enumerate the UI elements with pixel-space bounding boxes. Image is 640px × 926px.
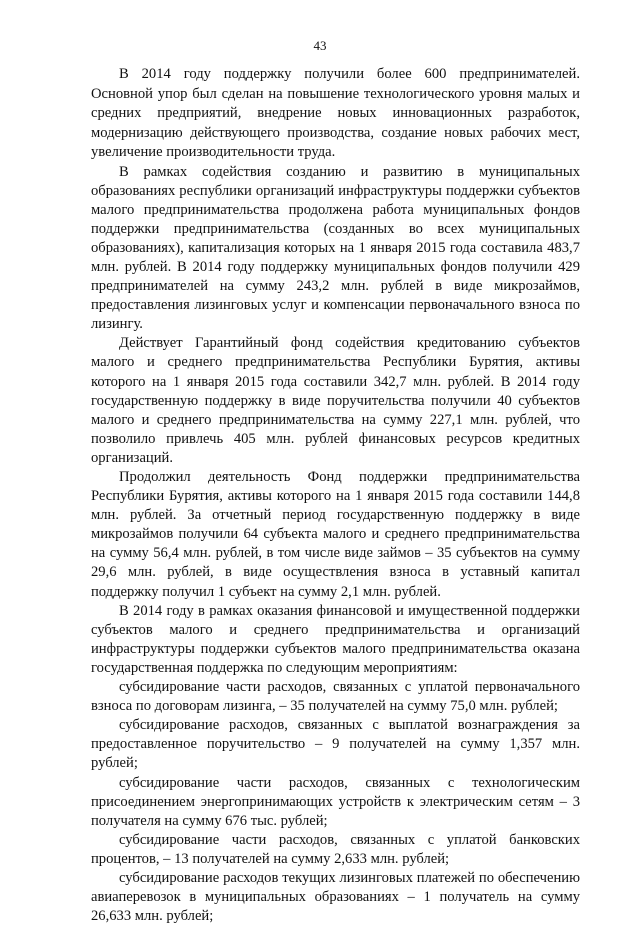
paragraph-bank-interest-subsidy: субсидирование части расходов, связанных с уплатой банковских процентов, – 13 получателей на сумму 2,633 млн. рублей; <box>91 831 580 867</box>
document-body <box>91 65 580 926</box>
paragraph-leasing-subsidy: субсидирование части расходов, связанных с уплатой первоначального взноса по договорам лизинга, – 35 получателей на сумму 75,0 млн. рублей; <box>91 679 580 715</box>
paragraph-support-summary: В 2014 году поддержку получили более 600 предпринимателей. Основной упор был сделан на повышение технологического уровня малых и средних предприятий, внедрение новых инновационных разработок, модернизацию действующего производства, создание новых рабочих мест, увеличение производительности труда. <box>91 66 580 160</box>
paragraph-support-measures-intro: В 2014 году в рамках оказания финансовой и имущественной поддержки субъектов малого и среднего предпринимательства и организаций инфраструктуры поддержки субъектов малого предпринимательства оказана государственная поддержка по следующим мероприятиям: <box>91 602 580 676</box>
paragraph-support-fund: Продолжил деятельность Фонд поддержки предпринимательства Республики Бурятия, активы которого на 1 января 2015 года составили 144,8 млн. рублей. За отчетный период государственную поддержку в виде микрозаймов получили 64 субъекта малого и среднего предпринимательства на сумму 56,4 млн. рублей, в том числе виде займов – 35 субъектов на сумму 29,6 млн. рублей, в виде осуществления взноса в уставный капитал поддержку получил 1 субъект на сумму 2,1 млн. рублей. <box>91 469 580 600</box>
paragraph-air-transport-subsidy: субсидирование расходов текущих лизинговых платежей по обеспечению авиаперевозок в муниципальных образованиях – 1 получатель на сумму 26,633 млн. рублей; <box>91 869 580 925</box>
paragraph-guarantee-fee-subsidy: субсидирование расходов, связанных с выплатой вознаграждения за предоставленное поручительство – 9 получателей на сумму 1,357 млн. рублей; <box>91 717 580 772</box>
paragraph-guarantee-fund: Действует Гарантийный фонд содействия кредитованию субъектов малого и среднего предпринимательства Республики Бурятия, активы которого на 1 января 2015 года составили 342,7 млн. рублей. В 2014 году государственную поддержку в виде поручительства получили 40 субъектов малого и среднего предпринимательства на сумму 227,1 млн. рублей, что позволило привлечь 405 млн. рублей финансовых ресурсов кредитных организаций. <box>91 335 580 466</box>
paragraph-grid-connection-subsidy: субсидирование части расходов, связанных с технологическим присоединением энергопринимающих устройств к электрическим сетям – 3 получателя на сумму 676 тыс. рублей; <box>91 774 580 829</box>
paragraph-municipal-funds: В рамках содействия созданию и развитию в муниципальных образованиях республики организаций инфраструктуры поддержки субъектов малого предпринимательства продолжена работа муниципальных фондов поддержки предпринимательства (созданных во всех муниципальных образованиях), капитализация которых на 1 января 2015 года составила 483,7 млн. рублей. В 2014 году поддержку муниципальных фондов получили 429 предпринимателей на сумму 243,2 млн. рублей в виде микрозаймов, предоставления лизинговых услуг и компенсации первоначального взноса по лизингу. <box>91 163 580 333</box>
page-number: 43 <box>313 38 327 53</box>
